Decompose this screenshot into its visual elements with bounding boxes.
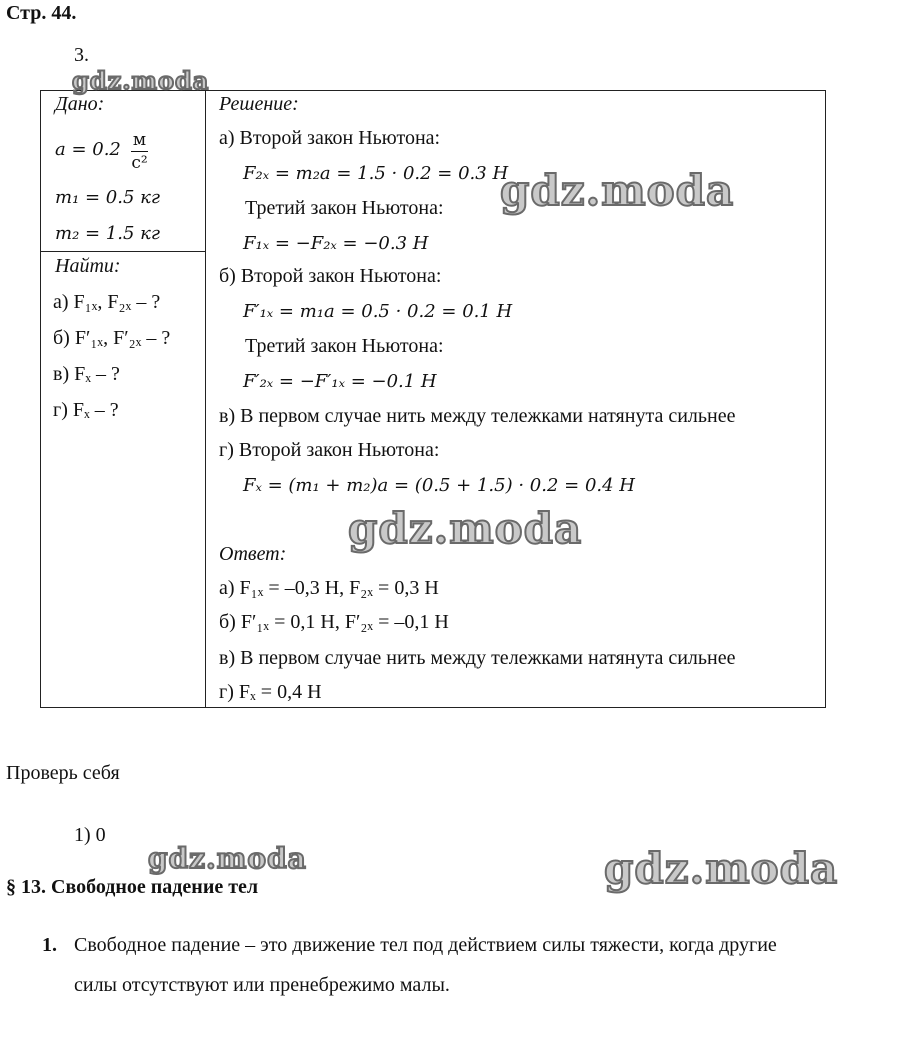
solution-formula: F′₁ₓ = m₁a = 0.5 · 0.2 = 0.1 Н — [243, 301, 513, 322]
solution-line: г) Второй закон Ньютона: — [219, 439, 440, 461]
check-self-item: 1) 0 — [74, 824, 106, 846]
answer-line: б) F′₁ₓ = 0,1 Н, F′₂ₓ = –0,1 Н — [219, 611, 449, 633]
watermark-logo: gdz.moda — [148, 842, 307, 875]
find-item: в) Fₓ – ? — [53, 363, 120, 385]
find-item: а) F₁ₓ, F₂ₓ – ? — [53, 291, 161, 313]
solution-formula: Fₓ = (m₁ + m₂)a = (0.5 + 1.5) · 0.2 = 0.4 Н — [243, 475, 635, 496]
solution-formula: F₂ₓ = m₂a = 1.5 · 0.2 = 0.3 Н — [243, 163, 509, 184]
watermark-logo: gdz.moda — [604, 844, 839, 893]
given-mass-1: m₁ = 0.5 кг — [55, 187, 161, 208]
find-heading: Найти: — [55, 255, 121, 277]
solution-heading: Решение: — [219, 93, 299, 115]
column-divider — [205, 91, 206, 707]
definition-line: Свободное падение – это движение тел под действием силы тяжести, когда другие — [74, 934, 777, 956]
given-acceleration: a = 0.2 $\frac{м}{\text{с²}}$ — [55, 130, 148, 173]
answer-line: а) F₁ₓ = –0,3 Н, F₂ₓ = 0,3 Н — [219, 577, 439, 599]
acceleration-unit-fraction: $\frac{м}{\text{с²}}$ — [131, 130, 148, 173]
task-number: 3. — [74, 44, 89, 66]
solution-line: б) Второй закон Ньютона: — [219, 265, 442, 287]
solution-line: в) В первом случае нить между тележками натянута сильнее — [219, 405, 736, 427]
watermark-logo: gdz.moda — [72, 66, 210, 95]
definition-line: силы отсутствуют или пренебрежимо малы. — [74, 974, 450, 996]
solution-line: Третий закон Ньютона: — [245, 197, 444, 219]
given-mass-2: m₂ = 1.5 кг — [55, 223, 161, 244]
find-item: г) Fₓ – ? — [53, 399, 119, 421]
given-find-divider — [41, 251, 205, 252]
page-header: Стр. 44. — [6, 2, 77, 24]
find-item: б) F′₁ₓ, F′₂ₓ – ? — [53, 327, 171, 349]
solution-line: Третий закон Ньютона: — [245, 335, 444, 357]
answer-line: г) Fₓ = 0,4 Н — [219, 681, 322, 703]
answer-line: в) В первом случае нить между тележками натянута сильнее — [219, 647, 736, 669]
definition-number: 1. — [42, 934, 57, 956]
answer-heading: Ответ: — [219, 543, 287, 565]
given-heading: Дано: — [55, 93, 105, 115]
solution-formula: F₁ₓ = −F₂ₓ = −0.3 Н — [243, 233, 429, 254]
watermark-logo: gdz.moda — [500, 166, 735, 215]
check-self-title: Проверь себя — [6, 762, 120, 784]
solution-line: а) Второй закон Ньютона: — [219, 127, 441, 149]
solution-formula: F′₂ₓ = −F′₁ₓ = −0.1 Н — [243, 371, 437, 392]
section-title: § 13. Свободное падение тел — [6, 876, 259, 898]
watermark-logo: gdz.moda — [348, 504, 583, 553]
